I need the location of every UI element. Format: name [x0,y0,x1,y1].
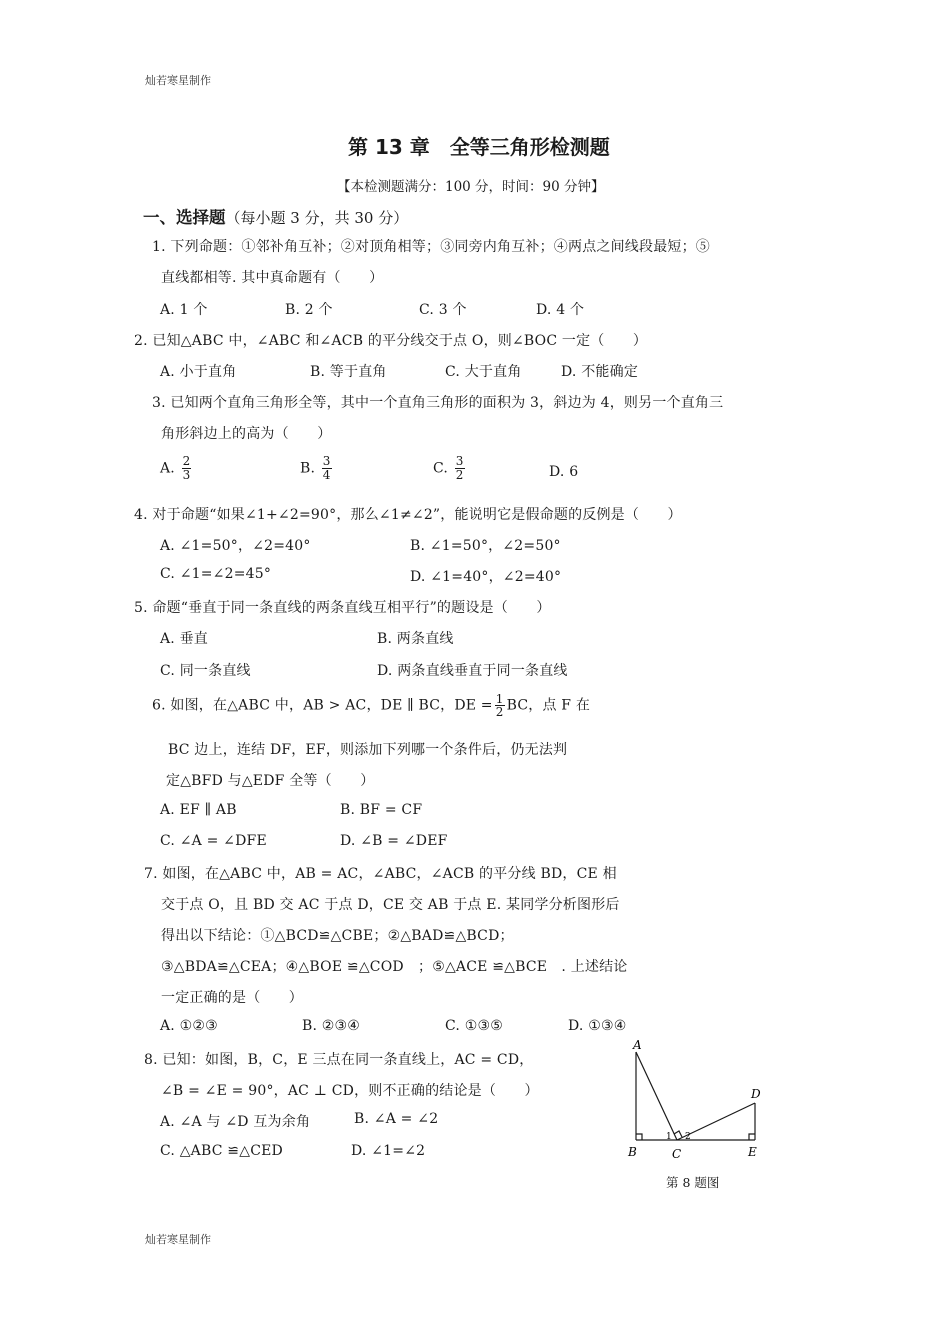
q4-option-b: B. ∠1=50°，∠2=50° [410,538,561,554]
q6-fraction [495,693,505,718]
fraction-numerator: 2 [182,454,191,468]
right-angle-b [636,1134,642,1140]
label-c: C [672,1147,682,1161]
q8-option-d: D. ∠1=∠2 [351,1143,426,1159]
section-note: （每小题 3 分，共 30 分） [225,209,409,227]
q8-option-c: C. △ABC ≌△CED [160,1143,283,1159]
fraction-numerator: 1 [495,692,504,706]
q2-option-b: B. 等于直角 [310,364,387,380]
section-label: 一、选择题 [143,208,226,227]
q7-option-b: B. ②③④ [302,1018,361,1034]
q4-line1: 4. 对于命题“如果∠1+∠2=90°，那么∠1≠∠2”，能说明它是假命题的反例是（ ） [134,507,682,523]
q7-option-a: A. ①②③ [160,1018,218,1034]
label-d: D [751,1087,761,1101]
page-header: 灿若寒星制作 [145,74,211,87]
q7-line4: ③△BDA≌△CEA；④△BOE ≌△COD ；⑤△ACE ≌△BCE . 上述结论 [161,959,628,975]
q3-option-b-fraction [322,455,332,482]
q6-line1 [152,693,590,718]
page-title: 第 13 章 全等三角形检测题 [348,135,610,159]
label-b: B [628,1145,637,1159]
q3-option-a-label: A. [160,460,175,477]
fraction-denominator: 2 [455,468,464,482]
q2-line1: 2. 已知△ABC 中，∠ABC 和∠ACB 的平分线交于点 O，则∠BOC 一定（ ） [134,333,648,349]
fraction-numerator: 3 [322,454,331,468]
q5-option-b: B. 两条直线 [377,631,454,647]
q2-option-d: D. 不能确定 [561,364,639,380]
label-a: A [633,1040,642,1052]
q4-option-c: C. ∠1=∠2=45° [160,566,272,582]
q3-option-c-label: C. [433,460,449,477]
q5-line1: 5. 命题“垂直于同一条直线的两条直线互相平行”的题设是（ ） [134,600,551,616]
q2-option-c: C. 大于直角 [445,364,522,380]
q5-option-a: A. 垂直 [160,631,209,647]
q2-option-a: A. 小于直角 [160,364,237,380]
q3-option-a-fraction [182,455,192,482]
figure-8-caption: 第 8 题图 [666,1175,720,1190]
q4-option-a: A. ∠1=50°，∠2=40° [160,538,311,554]
q7-line3: 得出以下结论：①△BCD≌△CBE；②△BAD≌△BCD； [161,928,514,944]
q7-line5: 一定正确的是（ ） [161,990,303,1006]
q5-option-c: C. 同一条直线 [160,663,251,679]
q6-line3: 定△BFD 与△EDF 全等（ ） [166,773,375,789]
q6-line1-post: BC，点 F 在 [506,697,591,714]
section-heading [143,204,408,228]
q3-option-b [300,455,332,482]
q1-option-d: D. 4 个 [536,302,585,318]
label-angle-1: 1 [666,1132,672,1142]
q6-option-d: D. ∠B = ∠DEF [340,833,448,849]
q3-line1: 3. 已知两个直角三角形全等，其中一个直角三角形的面积为 3，斜边为 4，则另一个直角三 [152,395,724,411]
q3-option-c [433,455,465,482]
figure-8-diagram [618,1040,778,1170]
label-e: E [748,1145,757,1159]
q5-option-d: D. 两条直线垂直于同一条直线 [377,663,568,679]
label-angle-2: 2 [685,1132,691,1142]
page-subtitle: 【本检测题满分：100 分，时间：90 分钟】 [337,179,605,195]
q7-line1: 7. 如图，在△ABC 中，AB = AC，∠ABC，∠ACB 的平分线 BD，CE 相 [144,866,617,882]
q1-line1: 1. 下列命题：①邻补角互补；②对顶角相等；③同旁内角互补；④两点之间线段最短；⑤ [152,239,711,255]
q8-option-a: A. ∠A 与 ∠D 互为余角 [160,1114,311,1130]
q6-option-c: C. ∠A = ∠DFE [160,833,267,849]
q3-option-b-label: B. [300,460,316,477]
q6-option-b: B. BF = CF [340,802,423,818]
q8-line2: ∠B = ∠E = 90°，AC ⊥ CD，则不正确的结论是（ ） [161,1083,539,1099]
q3-option-c-fraction [455,455,465,482]
q7-option-d: D. ①③④ [568,1018,627,1034]
q8-option-b: B. ∠A = ∠2 [354,1111,439,1127]
segment-ac [636,1052,677,1140]
q3-option-d: D. 6 [549,464,579,480]
q1-option-a: A. 1 个 [160,302,208,318]
q6-line1-pre: 6. 如图，在△ABC 中，AB > AC，DE ∥ BC，DE = [152,697,493,714]
q3-option-a [160,455,191,482]
right-angle-e [749,1134,755,1140]
q4-option-d: D. ∠1=40°，∠2=40° [410,569,562,585]
q3-line2: 角形斜边上的高为（ ） [161,426,332,442]
q6-line2: BC 边上，连结 DF，EF，则添加下列哪一个条件后，仍无法判 [168,742,568,758]
q6-option-a: A. EF ∥ AB [160,802,237,818]
q7-option-c: C. ①③⑤ [445,1018,503,1034]
fraction-denominator: 4 [322,468,331,482]
page-footer: 灿若寒星制作 [145,1233,211,1246]
fraction-denominator: 3 [182,468,191,482]
q1-line2: 直线都相等. 其中真命题有（ ） [161,270,384,286]
fraction-denominator: 2 [495,705,504,719]
q7-line2: 交于点 O，且 BD 交 AC 于点 D，CE 交 AB 于点 E. 某同学分析图形后 [161,897,620,913]
q1-option-b: B. 2 个 [285,302,333,318]
q1-option-c: C. 3 个 [419,302,467,318]
q8-line1: 8. 已知：如图，B，C，E 三点在同一条直线上，AC = CD， [144,1052,534,1068]
fraction-numerator: 3 [455,454,464,468]
